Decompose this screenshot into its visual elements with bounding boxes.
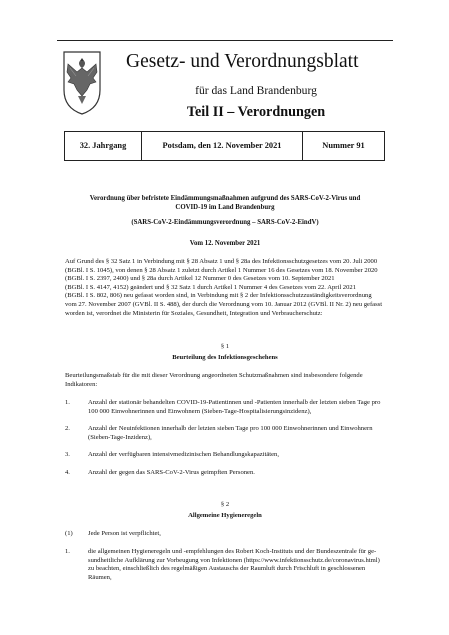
list-item [88,425,388,442]
section-heading: Beurteilung des Infektionsgeschehens [172,354,278,361]
list-item-line: Anzahl der Neuinfektionen innerhalb der letzten sieben Tage pro 100 000 Einwohnerinnen und Einwohnern [88,425,373,432]
ordinance-title [55,195,395,213]
jahrgang: 32. Jahrgang [79,141,127,150]
issue-number: Nummer 91 [322,141,365,150]
preamble-line: (BGBl. I S. 4147, 4152) geändert und § 32 Satz 1 durch Artikel 1 Nummer 4 des Gesetzes vom 22. April 2021 [65,283,356,291]
list-item-number: 1. [65,399,70,406]
list-item-number: 1. [65,548,70,555]
list-item [88,451,388,460]
list-item [88,399,388,416]
preamble-line: (BGBl. I S. 2397, 2400) und § 28a durch Artikel 12 Nummer 0 des Gesetzes vom 10. September 2021 [65,275,335,283]
list-item-number: 4. [65,469,70,476]
list-item-line: Anzahl der gegen das SARS-CoV-2-Virus geimpften Personen. [88,469,255,476]
list-item-line: 100 000 Einwohnerinnen und Einwohnern (Sieben-Tage-Hospitalisierungsinzidenz), [88,407,312,415]
brandenburg-eagle-icon [62,50,102,116]
intro-line: Beurteilungsmaßstab für die mit dieser Verordnung angeordneten Schutzmaßnahmen sind insbesondere folgende [65,372,363,379]
ordinance-title-line: COVID-19 im Land Brandenburg [175,203,275,211]
place-date: Potsdam, den 12. November 2021 [162,141,282,150]
intro-line: Indikatoren: [65,380,98,388]
list-item-line: Anzahl der verfügbaren intensivmedizinischen Behandlungskapazitäten, [88,451,279,458]
paragraph-text: Jede Person ist verpflichtet, [88,530,161,537]
section-number: § 2 [220,501,230,508]
preamble-line: Auf Grund des § 32 Satz 1 in Verbindung mit § 28 Absatz 1 und § 28a des Infektionsschutzgesetzes vom 20. Juli 2000 [65,258,378,265]
list-item [88,469,388,478]
preamble-line: (BGBl. I S. 802, 806) neu gefasst worden sind, in Verbindung mit § 2 der Infektionsschutzzuständigkeitsverordnung [65,292,372,300]
list-item-line: sundheitliche Aufklärung zur Vorbeugung von Infektionen (https://www.infektionsschutz.de/coronavirus.html) [88,556,380,564]
section1-intro [65,372,385,389]
issue-info-box [64,131,385,161]
list-item-line: Räumen, [88,573,112,581]
header-top-rule [57,40,393,41]
gazette-subtitle: für das Land Brandenburg [195,84,317,97]
paragraph-number: (1) [65,530,73,537]
list-item-number: 2. [65,425,70,432]
list-item-line: die allgemeinen Hygieneregeln und -empfehlungen des Robert Koch-Instituts und der Bundeszentrale für ge- [88,548,377,555]
list-item-line: zu beachten, einschließlich des regelmäßigen Austauschs der Raumluft durch Frischluft in geschlossenen [88,565,366,573]
preamble-line: vom 27. November 2007 (GVBl. II S. 488), der durch die Verordnung vom 10. Januar 2012 (GVBl. II Nr. 2) neu gefasst [65,300,383,308]
list-item-line: Anzahl der stationär behandelten COVID-19-Patientinnen und -Patienten innerhalb der letzten sieben Tage pro [88,399,381,406]
preamble-line: worden ist, verordnet die Ministerin für Soziales, Gesundheit, Integration und Verbraucherschutz: [65,309,323,317]
list-item-line: (Sieben-Tage-Inzidenz), [88,433,152,441]
gazette-part: Teil II – Verordnungen [186,104,326,120]
list-item [88,548,388,582]
section-heading: Allgemeine Hygieneregeln [188,512,262,519]
preamble [65,258,385,318]
ordinance-title-line: Verordnung über befristete Eindämmungsmaßnahmen aufgrund des SARS-CoV-2-Virus und [89,195,361,202]
section-number: § 1 [220,343,230,350]
ordinance-short-title: (SARS-CoV-2-Eindämmungsverordnung – SARS-CoV-2-EindV) [131,219,319,226]
gazette-title: Gesetz- und Verordnungsblatt [126,51,359,72]
list-item-number: 3. [65,451,70,458]
preamble-line: (BGBl. I S. 1045), von denen § 28 Absatz 1 zuletzt durch Artikel 1 Nummer 16 des Gesetzes vom 18. November 2020 [65,266,378,274]
ordinance-date: Vom 12. November 2021 [189,240,261,247]
